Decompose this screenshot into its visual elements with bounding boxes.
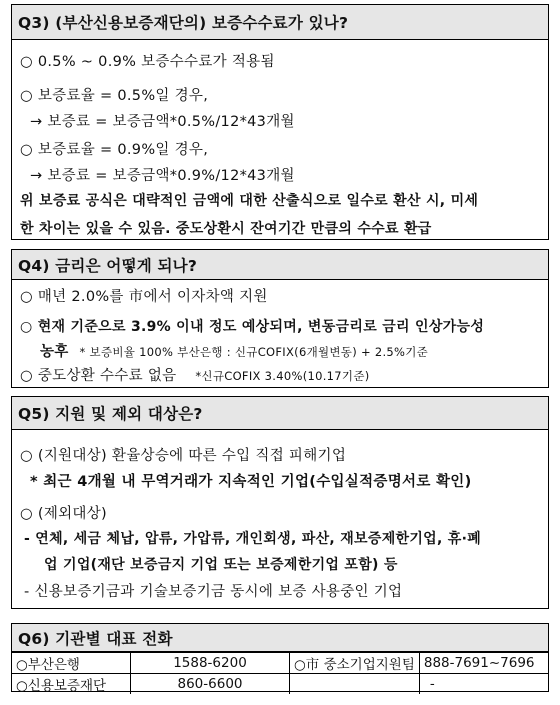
phone-number: 860-6600 xyxy=(131,674,290,695)
phone-number: 1588-6200 xyxy=(131,653,290,674)
q5-line-5: 업 기업(재단 보증금지 기업 또는 보증제한기업 포함) 등 xyxy=(44,557,398,573)
q5-section xyxy=(11,396,549,609)
q4-title: Q4) 금리은 어떻게 되나? xyxy=(12,250,548,280)
phone-number: 888-7691~7696 xyxy=(419,653,548,674)
q4-line-1: ○ 매년 2.0%를 市에서 이자차액 지원 xyxy=(20,289,268,305)
q3-line-6: 위 보증료 공식은 대략적인 금액에 대한 산출식으로 일수로 환산 시, 미세 xyxy=(20,193,479,209)
q4-line-4-text: ○ 중도상환 수수료 없음 xyxy=(20,368,177,384)
q4-line-2: ○ 현재 기준으로 3.9% 이내 정도 예상되며, 변동금리로 금리 인상가능성 xyxy=(20,319,485,335)
q3-title: Q3) (부산신용보증재단의) 보증수수료가 있나? xyxy=(12,5,548,40)
q4-section xyxy=(11,249,549,388)
q4-line-4 xyxy=(20,364,370,385)
org-name: ○부산은행 xyxy=(12,653,131,674)
phone-number: - xyxy=(419,674,548,695)
q5-line-2: * 최근 4개월 내 무역거래가 지속적인 기업(수입실적증명서로 확인) xyxy=(30,474,472,490)
q6-section xyxy=(11,623,549,692)
q4-line-4-note: *신규COFIX 3.40%(10.17기준) xyxy=(195,369,370,383)
q3-line-1: ○ 0.5% ~ 0.9% 보증수수료가 적용됨 xyxy=(20,54,275,70)
q3-line-3: → 보증료 = 보증금액*0.5%/12*43개월 xyxy=(30,114,295,130)
q3-section xyxy=(11,4,549,240)
org-name: ○신용보증재단 xyxy=(12,674,131,695)
q3-line-5: → 보증료 = 보증금액*0.9%/12*43개월 xyxy=(30,168,295,184)
q3-line-4: ○ 보증료율 = 0.9%일 경우, xyxy=(20,142,209,158)
phone-table xyxy=(12,652,548,694)
q5-line-6: - 신용보증기금과 기술보증기금 동시에 보증 사용중인 기업 xyxy=(24,584,403,600)
q6-title: Q6) 기관별 대표 전화 xyxy=(12,624,548,652)
q3-line-2: ○ 보증료율 = 0.5%일 경우, xyxy=(20,88,209,104)
q4-line-3 xyxy=(40,340,428,361)
q5-line-1: ○ (지원대상) 환율상승에 따른 수입 직접 피해기업 xyxy=(20,448,347,464)
org-name xyxy=(290,674,420,695)
table-row xyxy=(12,653,548,674)
q4-line-3-note: * 보증비율 100% 부산은행 : 신규COFIX(6개월변동) + 2.5%기준 xyxy=(79,345,429,359)
q3-line-7: 한 차이는 있을 수 있음. 중도상환시 잔여기간 만큼의 수수료 환급 xyxy=(20,221,432,237)
q5-line-3: ○ (제외대상) xyxy=(20,506,108,522)
q5-title: Q5) 지원 및 제외 대상은? xyxy=(12,397,548,430)
q5-line-4: - 연체, 세금 체납, 압류, 가압류, 개인회생, 파산, 재보증제한기업, 휴·폐 xyxy=(24,531,482,547)
org-name: ○市 중소기업지원팀 xyxy=(290,653,420,674)
q4-line-3-label: 농후 xyxy=(40,344,69,360)
table-row xyxy=(12,674,548,695)
